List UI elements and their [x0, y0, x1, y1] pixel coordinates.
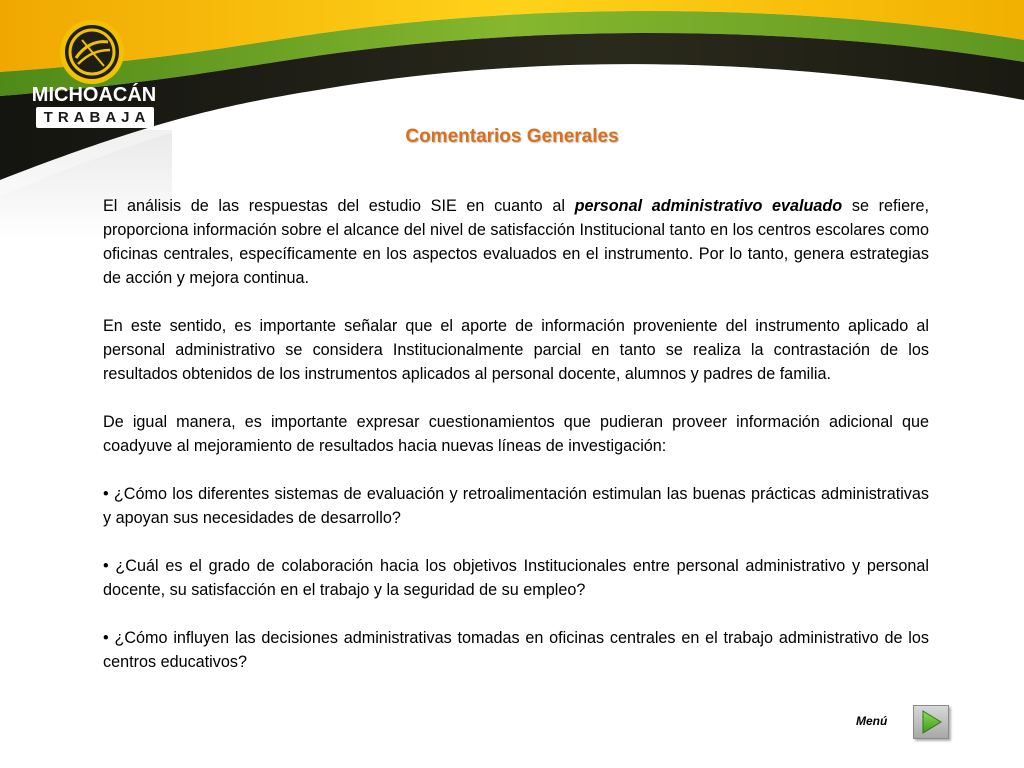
paragraph-intro [103, 194, 929, 290]
bullet-question: • ¿Cómo los diferentes sistemas de evaluación y retroalimentación estimulan las buenas prácticas administrativas y apoyan sus necesidades de desarrollo? [103, 485, 929, 527]
paragraph-context: En este sentido, es importante señalar que el aporte de información proveniente del instrumento aplicado al personal administrativo se considera Institucionalmente parcial en tanto se realiza la contrastación de los resultados obtenidos de los instrumentos aplicados al personal docente, alumnos y padres de familia. [103, 317, 929, 383]
menu-label: Menú [856, 714, 888, 728]
logo-text-line1: MICHOACÁN [31, 84, 157, 106]
slide-body [103, 194, 929, 674]
slide-title: Comentarios Generales [405, 126, 619, 147]
paragraph-questions-intro: De igual manera, es importante expresar cuestionamientos que pudieran proveer información adicional que coadyuve al mejoramiento de resultados hacia nuevas líneas de investigación: [103, 413, 929, 455]
bullet-question: • ¿Cuál es el grado de colaboración hacia los objetivos Institucionales entre personal administrativo y personal docente, su satisfacción en el trabajo y la seguridad de su empleo? [103, 557, 929, 599]
paragraph-intro-emphasis: personal administrativo evaluado [574, 197, 843, 215]
bullet-question: • ¿Cómo influyen las decisiones administrativas tomadas en oficinas centrales en el trabajo administrativo de los centros educativos? [103, 629, 929, 671]
logo-text-line2: TRABAJA [36, 107, 154, 128]
play-arrow-icon [914, 706, 948, 738]
menu-button[interactable] [913, 705, 949, 739]
michoacan-emblem-icon [58, 18, 126, 86]
paragraph-intro-start: El análisis de las respuestas del estudio SIE en cuanto al [103, 197, 575, 215]
paragraph-intro-end: se refiere, proporciona información sobre el alcance del nivel de satisfacción Institucional tanto en los centros escolares como oficinas centrales, específicamente en los aspectos evaluados en el instrumento. Por lo tanto, genera estrategias de acción y mejora continua. [103, 197, 929, 287]
